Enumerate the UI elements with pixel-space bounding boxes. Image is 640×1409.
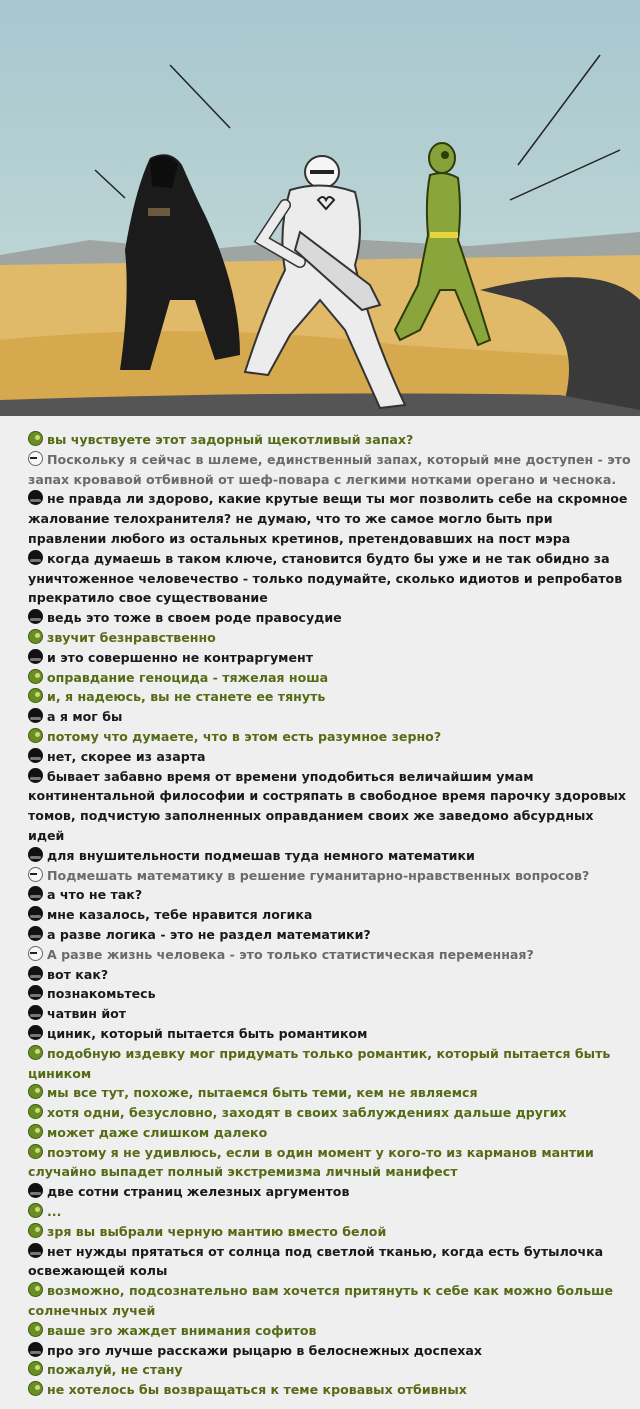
chat-message-black <box>28 1024 634 1044</box>
chat-message-text: не хотелось бы возвращаться к теме кровавых отбивных <box>47 1382 467 1398</box>
green-speaker-avatar-icon <box>28 1084 43 1099</box>
black-speaker-avatar-icon <box>28 966 43 981</box>
chat-message-text: вы чувствуете этот задорный щекотливый запах? <box>47 432 414 447</box>
green-speaker-avatar-icon <box>28 629 43 644</box>
black-speaker-avatar-icon <box>28 906 43 921</box>
black-speaker-avatar-icon <box>28 748 43 763</box>
white-speaker-avatar-icon <box>28 867 43 882</box>
chat-message-green <box>28 1143 634 1183</box>
chat-message-text: Поскольку я сейчас в шлеме, единственный запах, который мне доступен - это запах кровавой отбивной от шеф-повара с легкими нотками орегано и чеснока. <box>28 451 631 487</box>
chat-message-text: мы все тут, похоже, пытаемся быть теми, кем не являемся <box>47 1085 478 1101</box>
chat-message-green <box>28 687 634 707</box>
chat-message-black <box>28 767 634 846</box>
chat-message-text: подобную издевку мог придумать только романтик, который пытается быть циником <box>28 1045 611 1081</box>
chat-message-text: про эго лучше расскажи рыцарю в белоснежных доспехах <box>47 1342 483 1358</box>
black-speaker-avatar-icon <box>28 609 43 624</box>
chat-message-text: а разве логика - это не раздел математики? <box>47 926 371 942</box>
chat-message-black <box>28 965 634 985</box>
chat-message-text: а что не так? <box>47 887 143 903</box>
black-speaker-avatar-icon <box>28 1005 43 1020</box>
chat-message-green <box>28 1281 634 1321</box>
chat-message-text: нет нужды прятаться от солнца под светлой тканью, когда есть бутылочка освежающей колы <box>28 1243 604 1279</box>
chat-message-black <box>28 489 634 548</box>
black-speaker-avatar-icon <box>28 926 43 941</box>
chat-message-text: ... <box>47 1204 62 1220</box>
chat-message-green <box>28 1044 634 1084</box>
chat-message-black <box>28 747 634 767</box>
chat-message-text: поэтому я не удивлюсь, если в один момент у кого-то из карманов мантии случайно выпадет полный экстремизма личный манифест <box>28 1144 594 1180</box>
chat-message-text: Подмешать математику в решение гуманитарно-нравственных вопросов? <box>47 867 590 883</box>
chat-message-text: ваше эго жаждет внимания софитов <box>47 1322 317 1338</box>
green-speaker-avatar-icon <box>28 669 43 684</box>
chat-message-text: и это совершенно не контраргумент <box>47 649 313 665</box>
chat-message-text: может даже слишком далеко <box>47 1124 268 1140</box>
chat-message-white <box>28 945 634 965</box>
green-speaker-avatar-icon <box>28 1223 43 1238</box>
chat-message-text: а я мог бы <box>47 709 123 725</box>
chat-message-green <box>28 430 634 450</box>
chat-message-text: не правда ли здорово, какие крутые вещи ты мог позволить себе на скромное жалование телохранителя? не думаю, что то же самое могло быть при правлении любого из остальных кретинов, претендовавших на пост мэра <box>28 491 628 546</box>
green-speaker-avatar-icon <box>28 1203 43 1218</box>
chat-message-text: бывает забавно время от времени уподобиться величайшим умам континентальной философии и состряпать в свободное время парочку здоровых томов, подчистую заполненных оправданием своих же заведомо абсурдных идей <box>28 768 626 843</box>
chat-message-black <box>28 1004 634 1024</box>
chat-message-text: А разве жизнь человека - это только статистическая переменная? <box>47 946 534 962</box>
green-speaker-avatar-icon <box>28 1322 43 1337</box>
chat-message-text: хотя одни, безусловно, заходят в своих заблуждениях дальше других <box>47 1105 567 1121</box>
chat-message-green <box>28 1103 634 1123</box>
chat-message-green <box>28 727 634 747</box>
chat-message-black <box>28 707 634 727</box>
black-speaker-avatar-icon <box>28 1243 43 1258</box>
black-speaker-avatar-icon <box>28 1342 43 1357</box>
chat-message-text: пожалуй, не стану <box>47 1362 183 1378</box>
chat-message-text: ведь это тоже в своем роде правосудие <box>47 610 342 626</box>
black-speaker-avatar-icon <box>28 847 43 862</box>
chat-message-black <box>28 984 634 1004</box>
black-speaker-avatar-icon <box>28 550 43 565</box>
chat-message-black <box>28 846 634 866</box>
chat-message-black <box>28 648 634 668</box>
black-speaker-avatar-icon <box>28 649 43 664</box>
chat-message-text: звучит безнравственно <box>47 629 216 645</box>
chat-log <box>28 430 634 1400</box>
green-speaker-avatar-icon <box>28 688 43 703</box>
chat-message-text: мне казалось, тебе нравится логика <box>47 907 313 923</box>
chat-message-text: познакомьтесь <box>47 986 156 1002</box>
black-speaker-avatar-icon <box>28 708 43 723</box>
chat-message-text: оправдание геноцида - тяжелая ноша <box>47 669 329 685</box>
chat-message-black <box>28 1242 634 1282</box>
chat-message-text: зря вы выбрали черную мантию вместо белой <box>47 1223 387 1239</box>
chat-message-text: когда думаешь в таком ключе, становится будто бы уже и не так обидно за уничтоженное человечество - только подумайте, сколько идиотов и репробатов прекратило свое существование <box>28 550 623 606</box>
green-speaker-avatar-icon <box>28 728 43 743</box>
chat-message-black <box>28 549 634 608</box>
chat-message-black <box>28 1341 634 1361</box>
chat-message-black <box>28 1182 634 1202</box>
black-speaker-avatar-icon <box>28 886 43 901</box>
chat-message-green <box>28 668 634 688</box>
chat-message-text: для внушительности подмешав туда немного математики <box>47 847 475 863</box>
chat-message-text: возможно, подсознательно вам хочется притянуть к себе как можно больше солнечных лучей <box>28 1283 614 1319</box>
green-speaker-avatar-icon <box>28 1124 43 1139</box>
chat-message-green <box>28 1123 634 1143</box>
chat-message-black <box>28 905 634 925</box>
green-speaker-avatar-icon <box>28 1381 43 1396</box>
green-speaker-avatar-icon <box>28 1104 43 1119</box>
black-speaker-avatar-icon <box>28 1025 43 1040</box>
chat-message-green <box>28 1202 634 1222</box>
chat-message-black <box>28 608 634 628</box>
chat-message-white <box>28 450 634 490</box>
chat-message-text: потому что думаете, что в этом есть разумное зерно? <box>47 728 442 744</box>
chat-message-text: вот как? <box>47 966 109 982</box>
chat-message-green <box>28 1083 634 1103</box>
comic-panel-illustration <box>0 0 640 416</box>
chat-message-text: и, я надеюсь, вы не станете ее тянуть <box>47 689 326 705</box>
green-speaker-avatar-icon <box>28 1144 43 1159</box>
chat-message-green <box>28 1360 634 1380</box>
black-speaker-avatar-icon <box>28 985 43 1000</box>
white-speaker-avatar-icon <box>28 451 43 466</box>
chat-message-green <box>28 1321 634 1341</box>
black-speaker-avatar-icon <box>28 490 43 505</box>
chat-message-text: две сотни страниц железных аргументов <box>47 1184 350 1200</box>
green-speaker-avatar-icon <box>28 1361 43 1376</box>
white-speaker-avatar-icon <box>28 946 43 961</box>
chat-message-text: циник, который пытается быть романтиком <box>47 1025 368 1041</box>
chat-message-text: чатвин йот <box>47 1006 127 1022</box>
chat-message-white <box>28 866 634 886</box>
green-speaker-avatar-icon <box>28 431 43 446</box>
chat-message-black <box>28 885 634 905</box>
green-speaker-avatar-icon <box>28 1045 43 1060</box>
chat-message-text: нет, скорее из азарта <box>47 748 206 764</box>
chat-message-green <box>28 1380 634 1400</box>
chat-message-green <box>28 1222 634 1242</box>
chat-message-black <box>28 925 634 945</box>
black-speaker-avatar-icon <box>28 1183 43 1198</box>
green-speaker-avatar-icon <box>28 1282 43 1297</box>
chat-message-green <box>28 628 634 648</box>
black-speaker-avatar-icon <box>28 768 43 783</box>
